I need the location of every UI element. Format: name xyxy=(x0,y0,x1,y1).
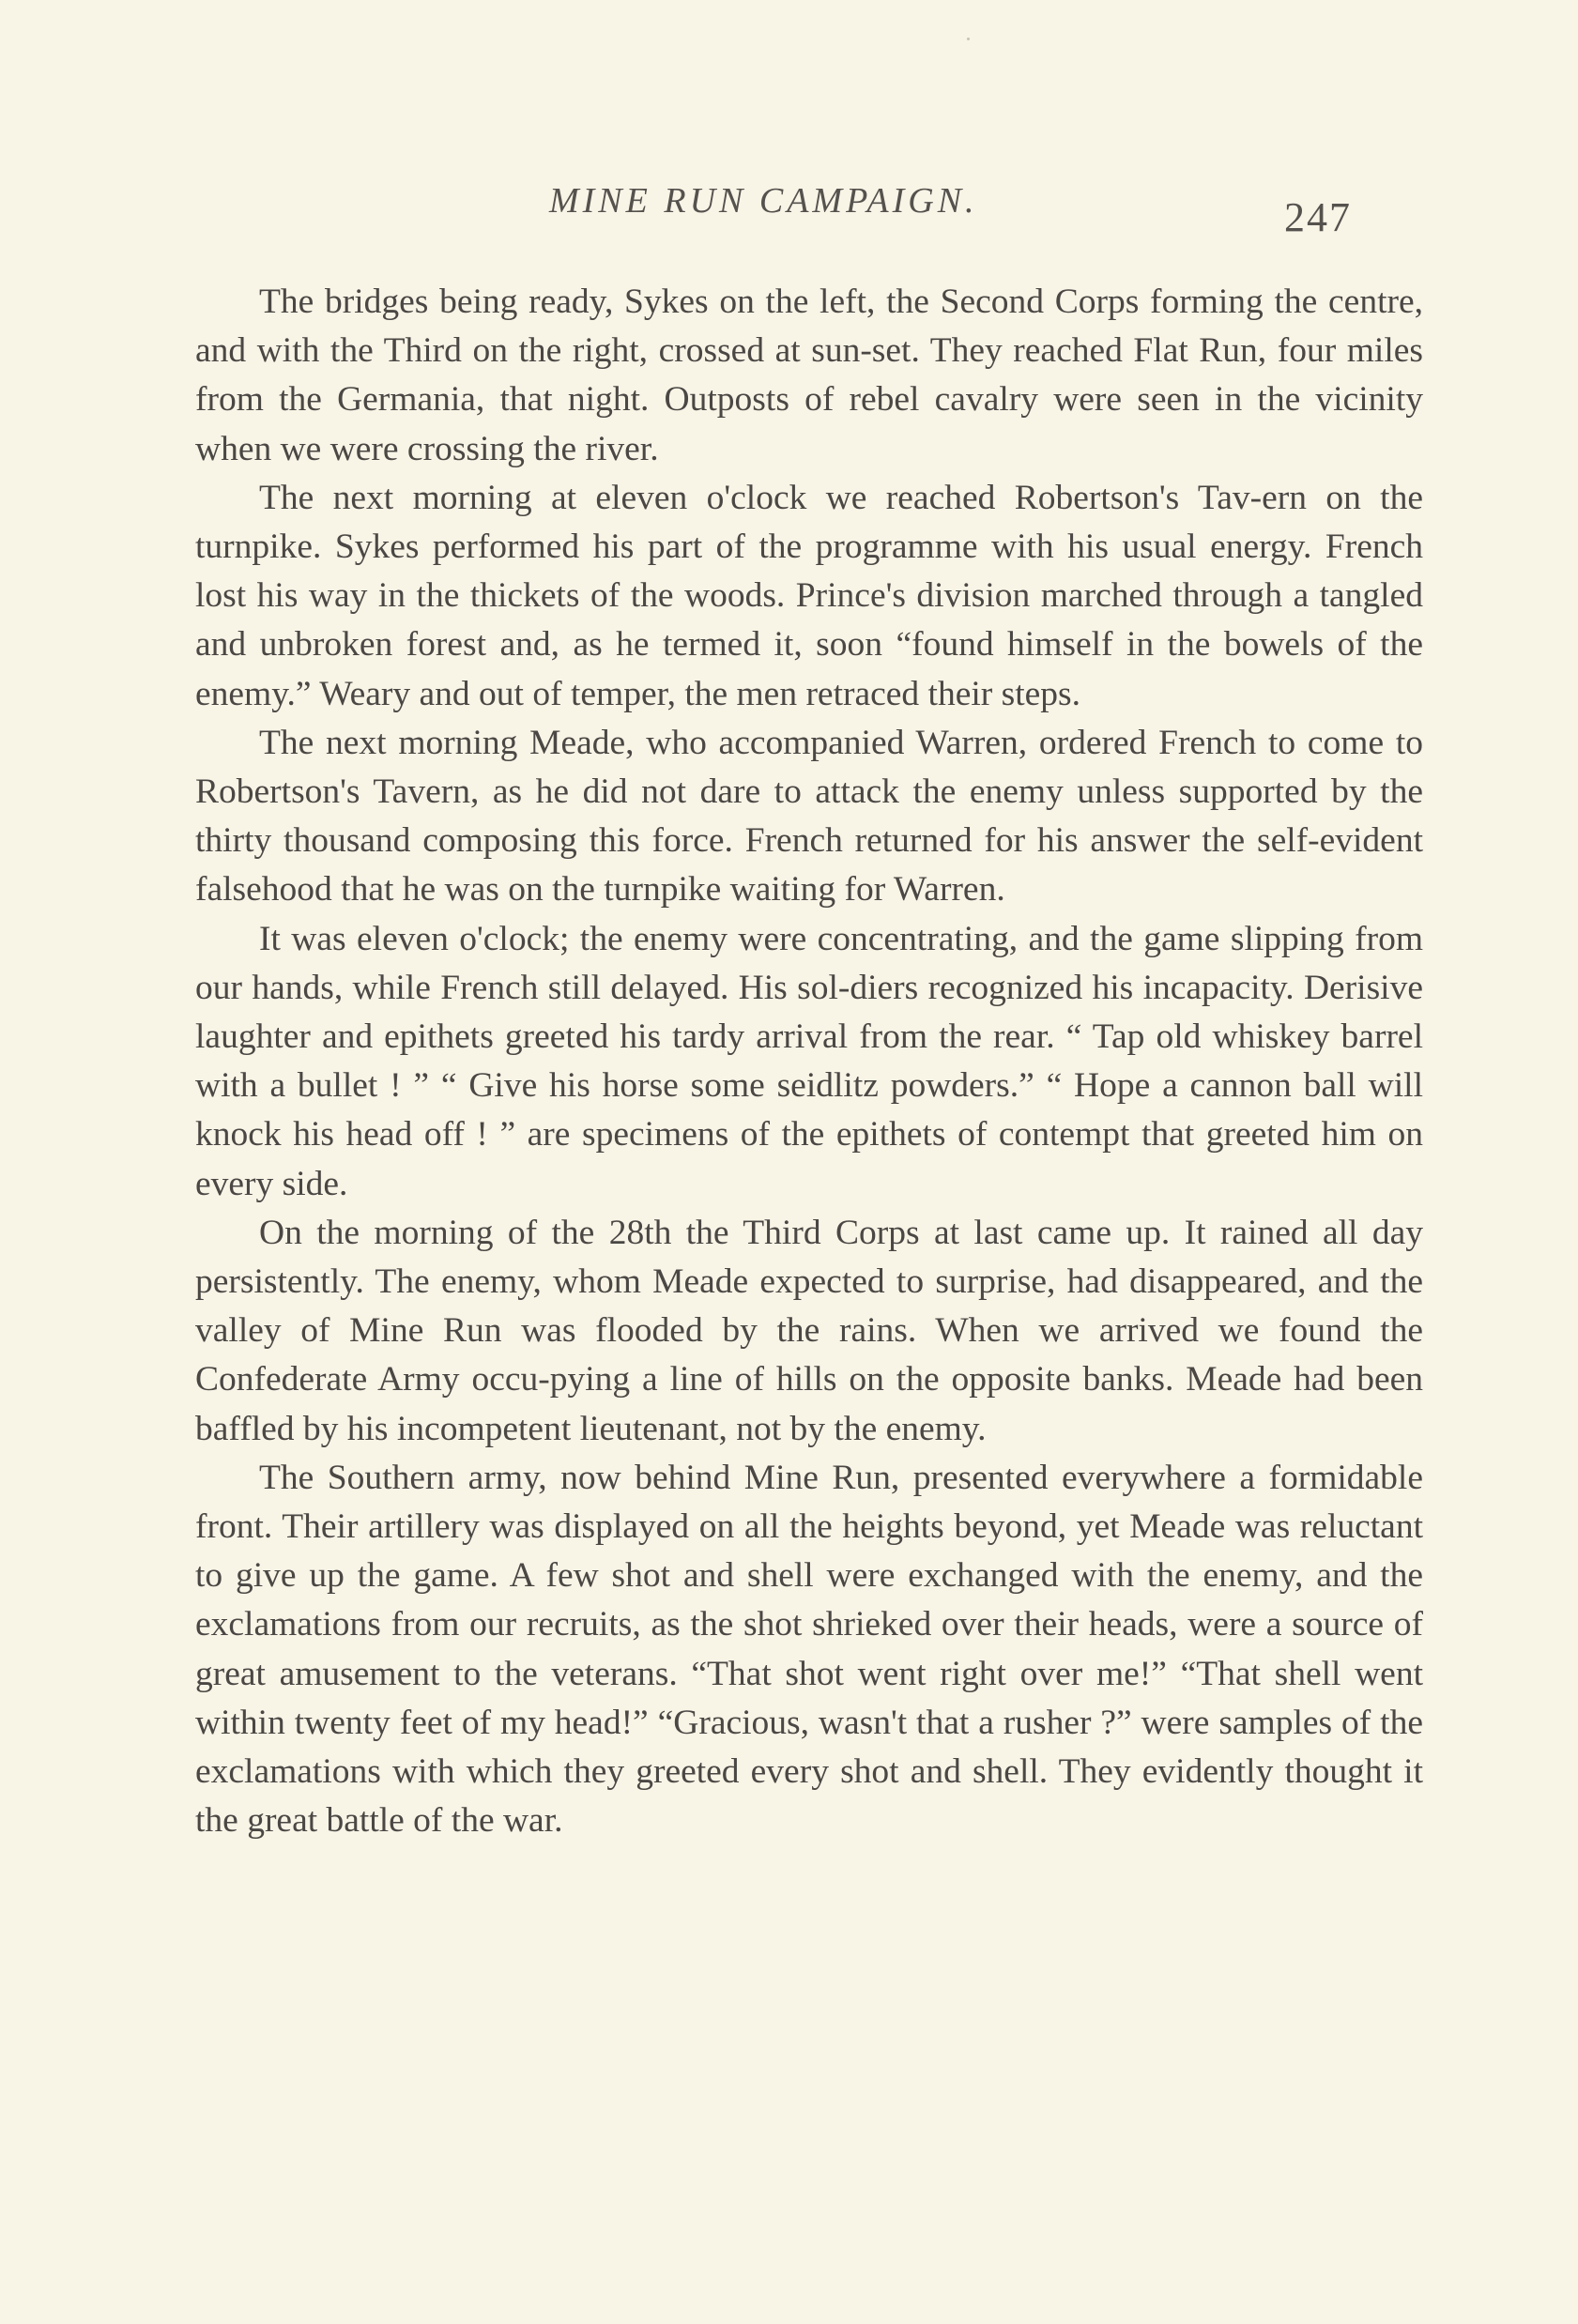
page-number: 247 xyxy=(1284,194,1352,240)
paragraph: On the morning of the 28th the Third Corps at last came up. It rained all day persistently. The enemy, whom Meade expected to surprise, had disappeared, and the valley of Mine Run was flooded by the rains. When we arrived we found the Confederate Army occu-pying a line of hills on the opposite banks. Meade had been baffled by his incompetent lieutenant, not by the enemy. xyxy=(195,1213,1423,1448)
paragraph: The Southern army, now behind Mine Run, presented everywhere a formidable front. Their artillery was displayed on all the heights beyond, yet Meade was reluctant to give up the game. A few shot and shell were exchanged with the enemy, and the exclamations from our recruits, as the shot shrieked over their heads, were a source of great amusement to the veterans. “That shot went right over me!” “That shell went within twenty feet of my head!” “Gracious, wasn't that a rusher ?” were samples of the exclamations with which they greeted every shot and shell. They evidently thought it the great battle of the war. xyxy=(195,1458,1423,1841)
paragraph: It was eleven o'clock; the enemy were concentrating, and the game slipping from our hands, while French still delayed. His sol-diers recognized his incapacity. Derisive laughter and epithets greeted his tardy arrival from the rear. “ Tap old whiskey barrel with a bullet ! ” “ Give his horse some seidlitz powders.” “ Hope a cannon ball will knock his head off ! ” are specimens of the epithets of contempt that greeted him on every side. xyxy=(195,919,1423,1203)
running-title: MINE RUN CAMPAIGN. xyxy=(549,181,978,221)
running-head xyxy=(0,180,1578,240)
paragraph: The next morning at eleven o'clock we reached Robertson's Tav-ern on the turnpike. Sykes performed his part of the programme with his usual energy. French lost his way in the thickets of the woods. Prince's division marched through a tangled and unbroken forest and, as he termed it, soon “found himself in the bowels of the enemy.” Weary and out of temper, the men retraced their steps. xyxy=(195,478,1423,713)
paper-speck xyxy=(967,38,970,40)
body-text xyxy=(195,278,1423,1846)
paragraph: The next morning Meade, who accompanied Warren, ordered French to come to Robertson's Tavern, as he did not dare to attack the enemy unless supported by the thirty thousand composing this force. French returned for his answer the self-evident falsehood that he was on the turnpike waiting for Warren. xyxy=(195,723,1423,910)
paragraph: The bridges being ready, Sykes on the left, the Second Corps forming the centre, and with the Third on the right, crossed at sun-set. They reached Flat Run, four miles from the Germania, that night. Outposts of rebel cavalry were seen in the vicinity when we were crossing the river. xyxy=(195,283,1423,468)
